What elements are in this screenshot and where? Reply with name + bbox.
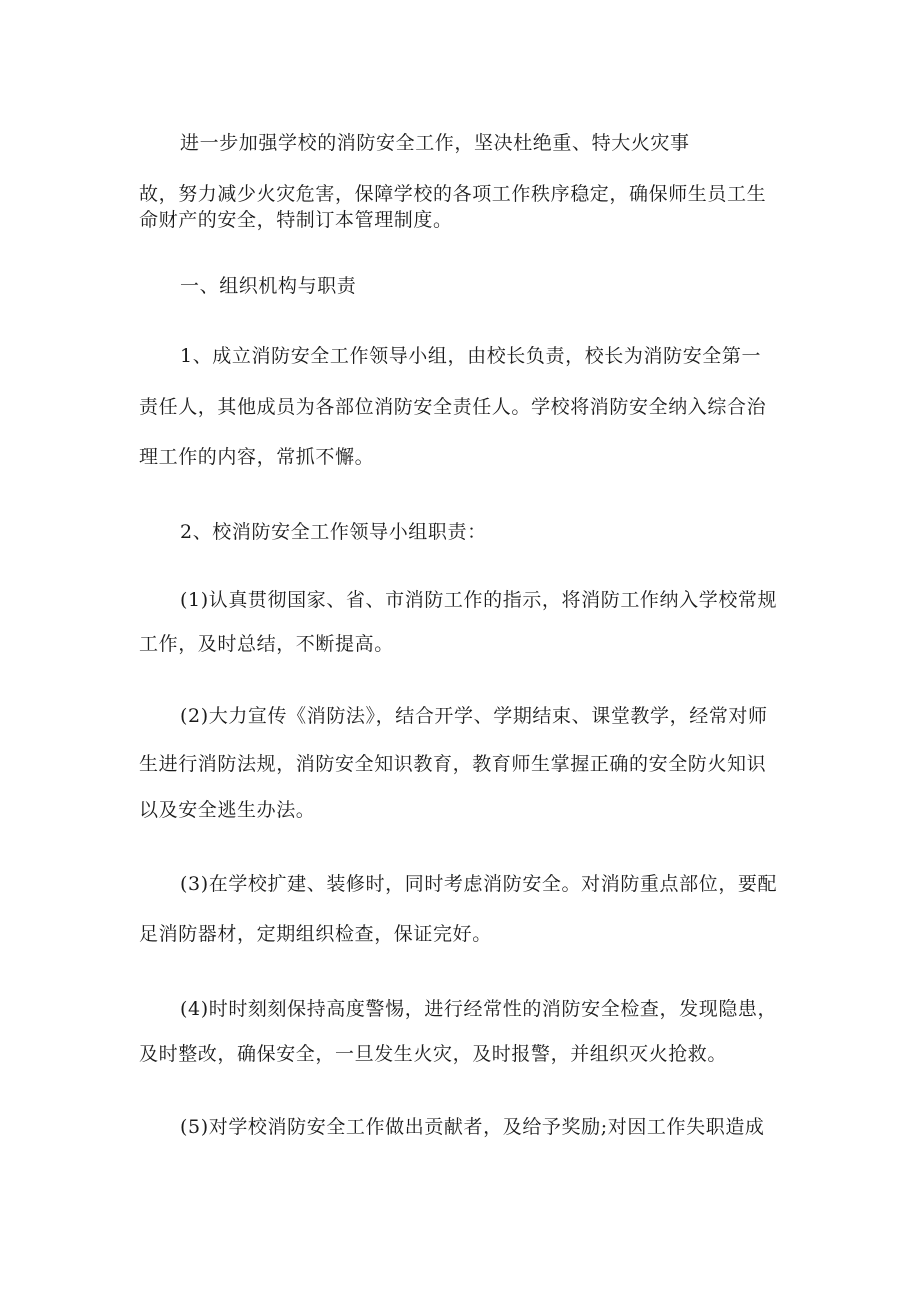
duty2-line-3: 以及安全逃生办法。	[139, 799, 316, 821]
item2-heading: 2、校消防安全工作领导小组职责：	[180, 521, 487, 543]
intro-line-2: 故，努力减少火灾危害，保障学校的各项工作秩序稳定，确保师生员工生	[139, 183, 767, 205]
duty4-line-1: (4)时时刻刻保持高度警惕，进行经常性的消防安全检查，发现隐患，	[180, 998, 778, 1020]
duty4-line-2: 及时整改，确保安全，一旦发生火灾，及时报警，并组织灭火抢救。	[139, 1043, 728, 1065]
item1-line-1: 1、成立消防安全工作领导小组，由校长负责，校长为消防安全第一	[180, 345, 762, 367]
intro-line-3: 命财产的安全，特制订本管理制度。	[139, 209, 453, 231]
duty2-line-1: (2)大力宣传《消防法》，结合开学、学期结束、课堂教学，经常对师	[180, 705, 768, 727]
duty1-line-2: 工作，及时总结，不断提高。	[139, 633, 394, 655]
duty3-line-1: (3)在学校扩建、装修时，同时考虑消防安全。对消防重点部位，要配	[180, 873, 778, 895]
intro-line-1: 进一步加强学校的消防安全工作，坚决杜绝重、特大火灾事	[180, 132, 690, 154]
duty1-line-1: (1)认真贯彻国家、省、市消防工作的指示，将消防工作纳入学校常规	[180, 589, 778, 611]
duty3-line-2: 足消防器材，定期组织检查，保证完好。	[139, 923, 492, 945]
item1-line-3: 理工作的内容，常抓不懈。	[139, 446, 375, 468]
duty5-line-1: (5)对学校消防安全工作做出贡献者，及给予奖励;对因工作失职造成	[180, 1116, 765, 1138]
section-heading: 一、组织机构与职责	[180, 275, 357, 297]
duty2-line-2: 生进行消防法规，消防安全知识教育，教育师生掌握正确的安全防火知识	[139, 753, 767, 775]
item1-line-2: 责任人，其他成员为各部位消防安全责任人。学校将消防安全纳入综合治	[139, 396, 767, 418]
